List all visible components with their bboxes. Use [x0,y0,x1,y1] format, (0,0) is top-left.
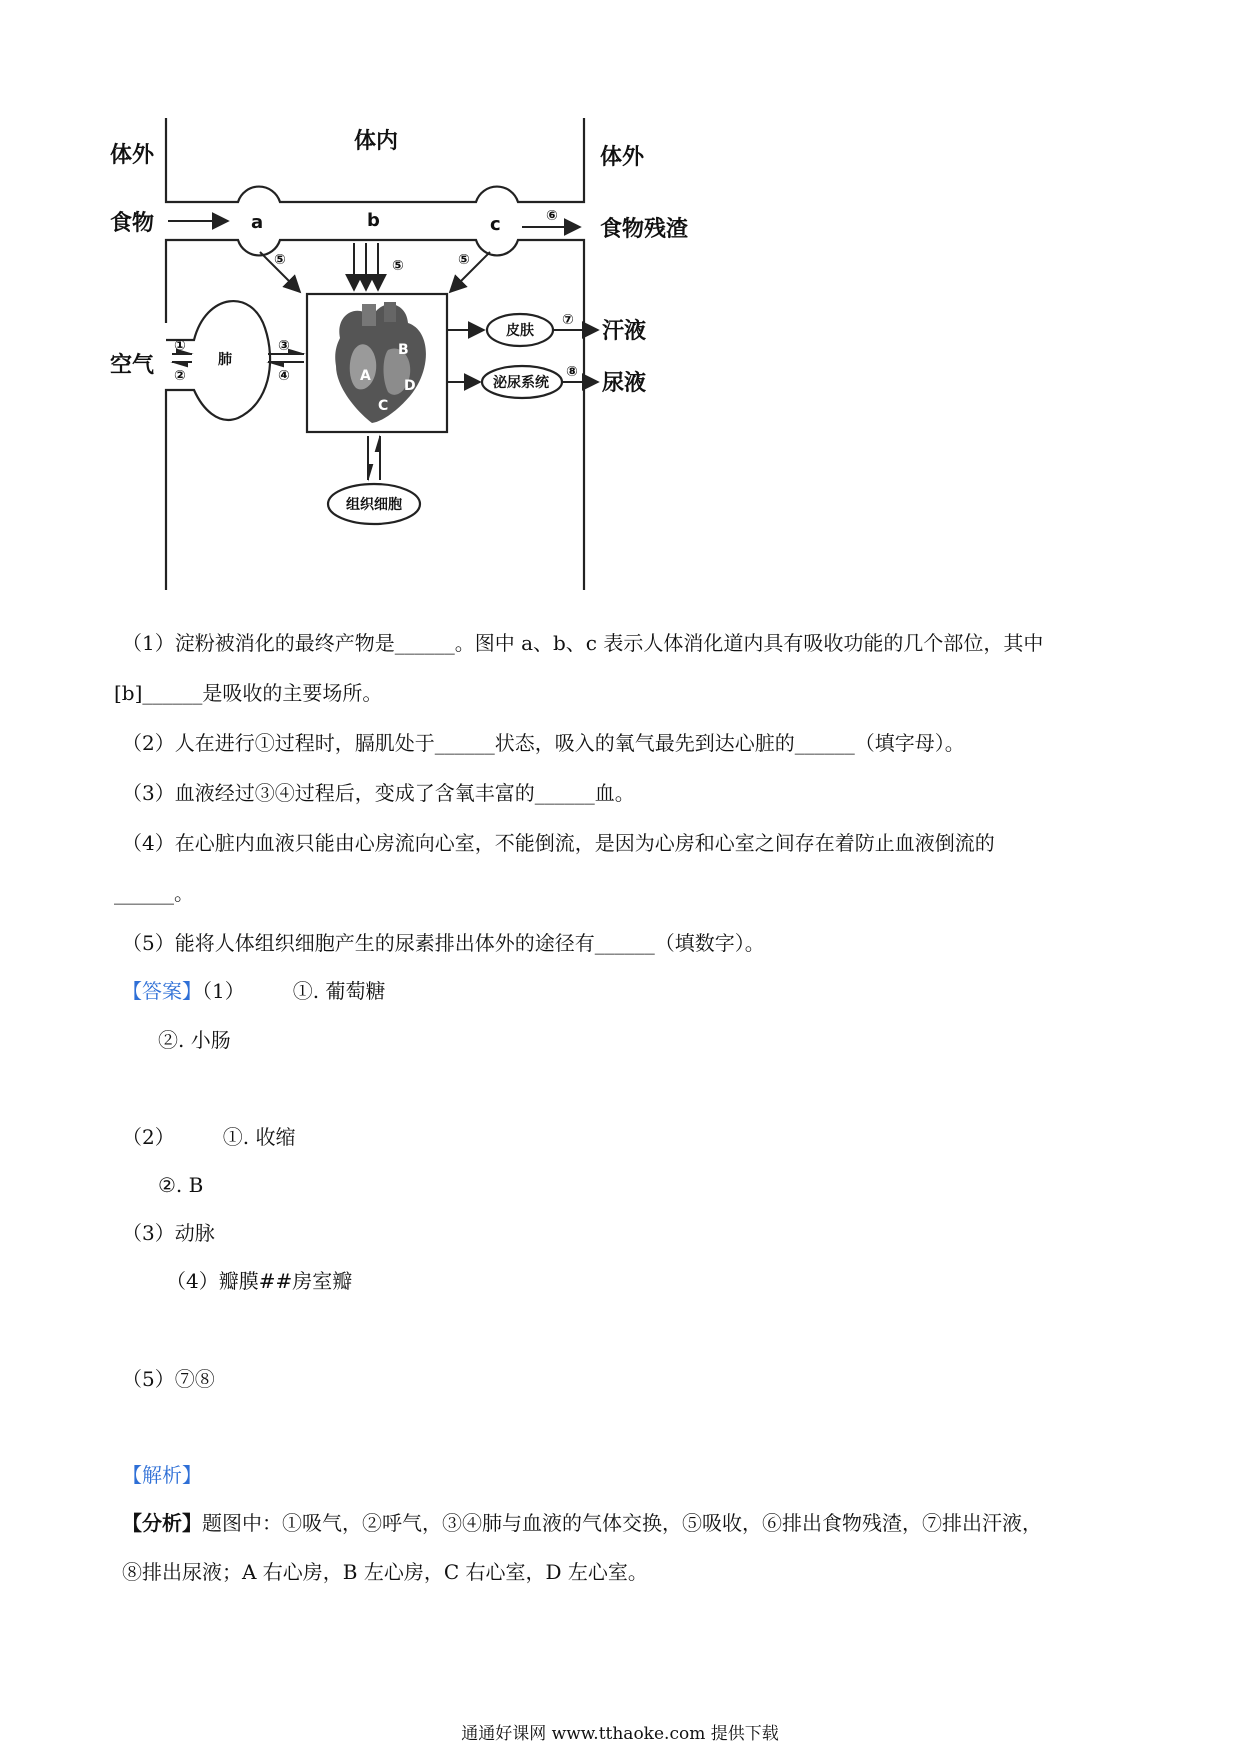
part-a: a [251,212,264,233]
heart-label-d: D [404,378,416,394]
label-outside-left: 体外 [110,143,155,168]
analysis-sub-label: 【分析】 [122,1511,202,1535]
answer-3: （3）动脉 [122,1221,215,1245]
marker-1: ① [174,338,186,354]
marker-5-right: ⑤ [458,252,470,268]
circulation-diagram [110,118,800,608]
answer-label: 【答案】 [122,979,202,1003]
lung-label: 肺 [218,352,232,368]
label-outside-right: 体外 [600,145,645,170]
question-4-line-2: ______。 [114,881,194,905]
answer-row-1 [122,976,385,1006]
marker-6: ⑥ [546,208,558,224]
label-sweat: 汗液 [602,319,647,344]
marker-5-center: ⑤ [392,258,404,274]
label-inside: 体内 [354,129,399,154]
label-food: 食物 [110,211,155,236]
question-4-line-1: （4）在心脏内血液只能由心房流向心室，不能倒流，是因为心房和心室之间存在着防止血液倒流的 [122,831,995,855]
heart-label-b: B [398,342,409,358]
analysis-label: 【解析】 [122,1463,202,1487]
marker-8: ⑧ [566,364,578,380]
answer-1-2: ②. 小肠 [158,1028,231,1052]
marker-2: ② [174,368,186,384]
label-food-residue: 食物残渣 [600,217,689,242]
marker-3: ③ [278,338,290,354]
label-air: 空气 [110,353,155,378]
marker-4: ④ [278,368,290,384]
skin-label: 皮肤 [506,323,534,339]
question-1-line-2: [b]______是吸收的主要场所。 [114,681,383,705]
answer-row-2 [122,1122,295,1152]
answer-4: （4）瓣膜##房室瓣 [166,1269,353,1293]
marker-5-left: ⑤ [274,252,286,268]
question-1-line-1: （1）淀粉被消化的最终产物是______。图中 a、b、c 表示人体消化道内具有吸收功能的几个部位，其中 [122,631,1044,655]
part-c: c [490,214,501,235]
question-2: （2）人在进行①过程时，膈肌处于______状态，吸入的氧气最先到达心脏的______（填字母）。 [122,731,965,755]
answer-1-1: ①. 葡萄糖 [292,979,386,1003]
answer-2-prefix: （2） [122,1125,175,1149]
analysis-line-1-text: 题图中：①吸气，②呼气，③④肺与血液的气体交换，⑤吸收，⑥排出食物残渣，⑦排出汗液， [202,1511,1042,1535]
heart-label-a: A [360,368,371,384]
urinary-system-label: 泌尿系统 [493,375,549,391]
answer-1-prefix: （1） [202,979,245,1003]
page-footer: 通通好课网 www.tthaoke.com 提供下载 [461,1724,779,1744]
label-urine: 尿液 [602,371,647,396]
question-3: （3）血液经过③④过程后，变成了含氧丰富的______血。 [122,781,635,805]
part-b: b [367,210,380,231]
heart-label-c: C [378,398,389,414]
marker-7: ⑦ [562,312,574,328]
analysis-line-2: ⑧排出尿液；A 右心房，B 左心房，C 右心室，D 左心室。 [122,1560,648,1584]
answer-2-2: ②. B [158,1173,204,1197]
tissue-cells-label: 组织细胞 [346,497,402,513]
answer-5: （5）⑦⑧ [122,1367,215,1391]
analysis-line-1 [122,1508,1042,1538]
answer-2-1: ①. 收缩 [222,1125,296,1149]
question-5: （5）能将人体组织细胞产生的尿素排出体外的途径有______（填数字）。 [122,931,765,955]
